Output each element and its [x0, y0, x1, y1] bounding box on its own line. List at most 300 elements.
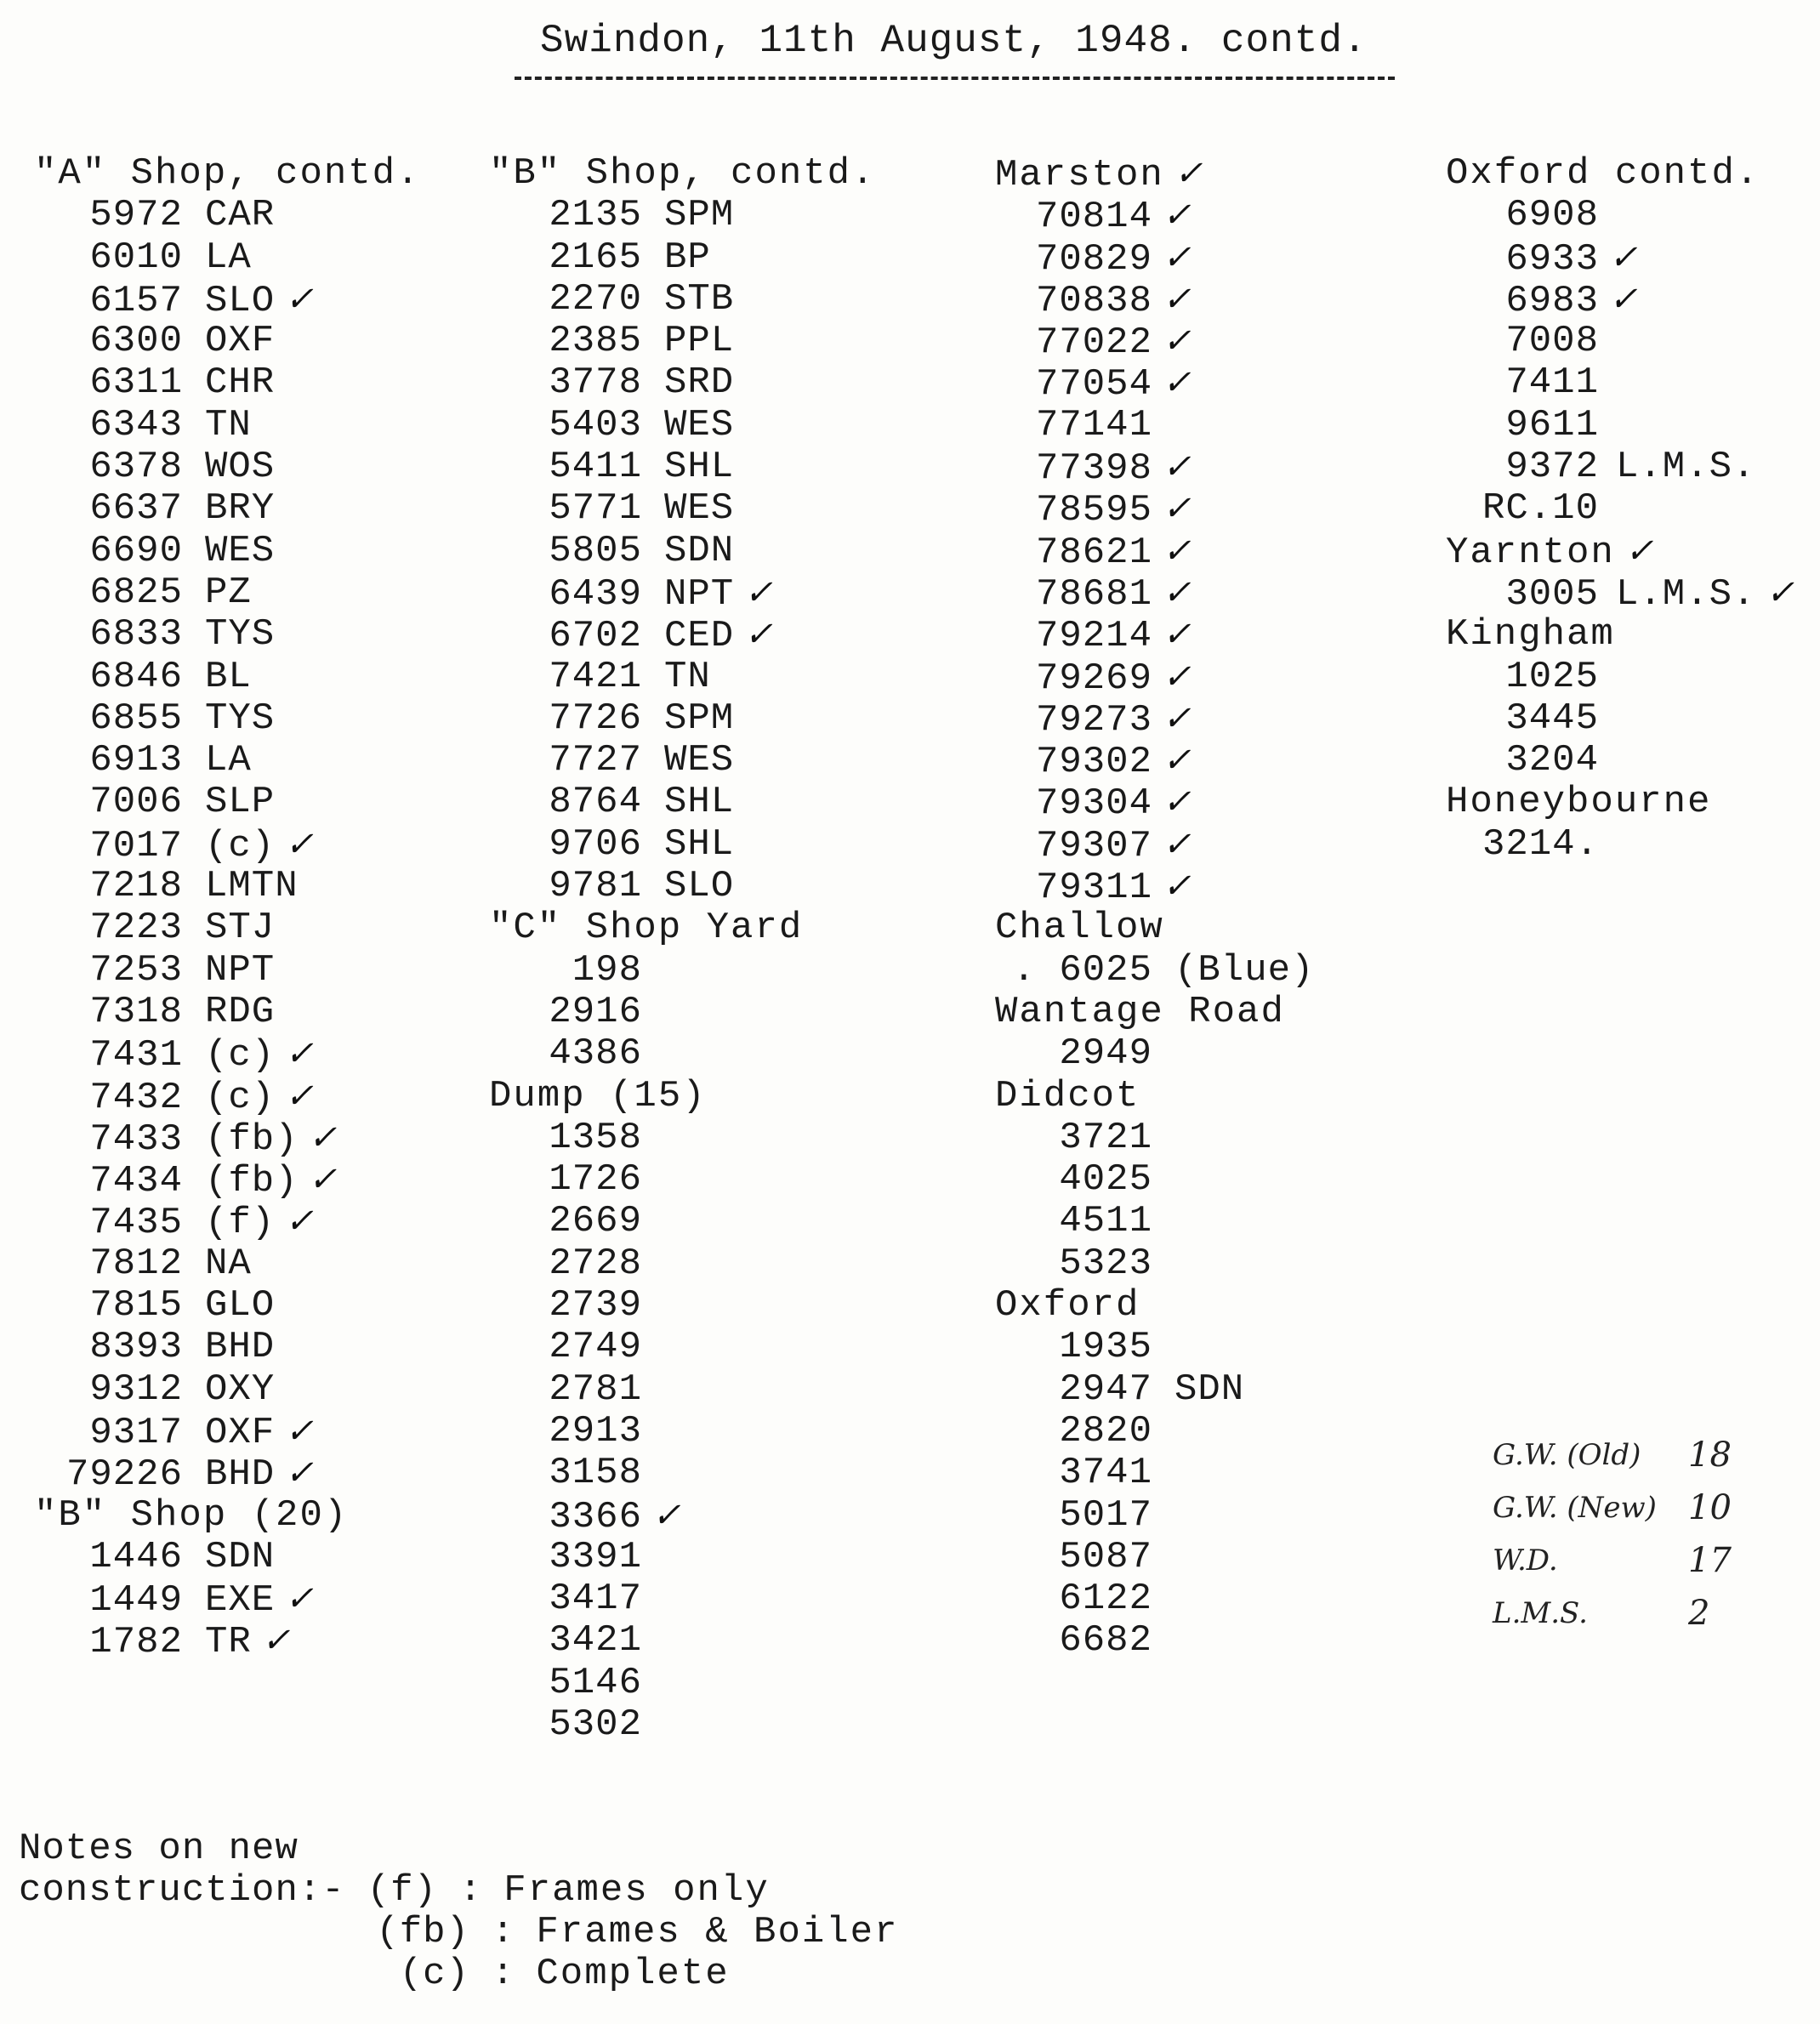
- section-heading: Honeybourne: [1446, 781, 1712, 824]
- locomotive-entry: [1446, 195, 1794, 236]
- engine-number: 3214.: [1482, 822, 1599, 866]
- shed-code: LMTN: [205, 865, 299, 908]
- tally-row: [1493, 1534, 1732, 1587]
- shed-code: BL: [205, 655, 252, 698]
- check-mark: ✓: [285, 1579, 314, 1619]
- engine-number: 6833: [89, 613, 183, 657]
- locomotive-entry: [489, 782, 875, 823]
- locomotive-entry: [995, 698, 1314, 740]
- shed-code: OXF: [205, 1411, 276, 1454]
- check-mark: ✓: [1624, 531, 1654, 571]
- locomotive-entry: [489, 950, 875, 992]
- locomotive-entry: [34, 950, 420, 992]
- locomotive-entry: [995, 1243, 1314, 1285]
- shed-code: SLP: [205, 781, 276, 824]
- shed-code: SRD: [664, 361, 735, 405]
- engine-number: 7006: [89, 781, 183, 824]
- section-heading: Kingham: [1446, 613, 1615, 657]
- shed-code: NPT: [205, 948, 276, 992]
- check-mark: ✓: [1163, 657, 1192, 696]
- section-heading-line: [489, 1076, 875, 1117]
- check-mark: ✓: [1163, 363, 1192, 403]
- engine-number: 7815: [89, 1284, 183, 1328]
- check-mark: ✓: [1609, 237, 1638, 277]
- engine-number: 8393: [89, 1326, 183, 1369]
- shed-code: SPM: [664, 194, 735, 237]
- engine-number: 6913: [89, 739, 183, 782]
- title-underline: [515, 77, 1395, 80]
- engine-number: 7253: [89, 948, 183, 992]
- shed-code: WOS: [205, 446, 276, 489]
- locomotive-entry: [995, 866, 1314, 910]
- locomotive-entry: [489, 1704, 875, 1746]
- engine-number: 7433: [89, 1117, 183, 1161]
- tally-row: [1493, 1481, 1732, 1534]
- locomotive-entry: [489, 1369, 875, 1411]
- shed-code: (Blue): [1174, 948, 1315, 992]
- engine-number: 6378: [89, 446, 183, 489]
- check-mark: ✓: [1163, 237, 1192, 277]
- engine-number: . 6025: [1012, 948, 1152, 992]
- note-value: Frames only: [503, 1869, 770, 1912]
- check-mark: ✓: [1163, 489, 1192, 529]
- locomotive-entry: [489, 740, 875, 782]
- check-mark: ✓: [1163, 279, 1192, 319]
- locomotive-entry: [34, 1369, 420, 1411]
- locomotive-entry: [489, 1159, 875, 1201]
- check-mark: ✓: [744, 572, 773, 612]
- locomotive-entry: [489, 279, 875, 321]
- locomotive-entry: [489, 657, 875, 698]
- check-mark: ✓: [1163, 867, 1192, 907]
- engine-number: 2749: [549, 1326, 642, 1369]
- locomotive-entry: [34, 1117, 420, 1159]
- section-heading-line: [1446, 153, 1794, 195]
- engine-number: 7017: [89, 824, 183, 867]
- locomotive-entry: [489, 1537, 875, 1578]
- shed-code: SHL: [664, 446, 735, 489]
- shed-code: (c): [205, 824, 276, 867]
- locomotive-entry: [1446, 488, 1794, 530]
- engine-number: 3741: [1059, 1452, 1152, 1495]
- shed-code: BHD: [205, 1453, 276, 1497]
- engine-number: 2728: [549, 1242, 642, 1285]
- locomotive-entry: [995, 1537, 1314, 1578]
- engine-number: 2385: [549, 320, 642, 363]
- check-mark: ✓: [285, 1202, 314, 1242]
- locomotive-entry: [995, 362, 1314, 407]
- locomotive-entry: [34, 1411, 420, 1453]
- shed-code: SHL: [664, 822, 735, 866]
- section-heading: Challow: [995, 907, 1164, 950]
- locomotive-entry: [34, 488, 420, 530]
- shed-code: L.M.S.: [1616, 572, 1756, 616]
- locomotive-entry: [1446, 321, 1794, 362]
- engine-number: 7008: [1505, 320, 1599, 363]
- locomotive-entry: [34, 572, 420, 614]
- tally-count: 17: [1688, 1541, 1732, 1580]
- check-mark: ✓: [285, 1034, 314, 1074]
- locomotive-entry: [489, 1411, 875, 1453]
- shed-code: SLO: [664, 865, 735, 908]
- engine-number: 2165: [549, 236, 642, 279]
- column-marston-oxford: [995, 153, 1314, 1663]
- shed-code: EXE: [205, 1579, 276, 1623]
- note-row: [19, 1912, 898, 1953]
- shed-code: LA: [205, 739, 252, 782]
- tally-count: 2: [1688, 1594, 1710, 1633]
- engine-number: 79302: [1035, 741, 1152, 784]
- tally-count: 18: [1688, 1436, 1732, 1475]
- section-heading: Yarnton: [1446, 531, 1615, 574]
- locomotive-entry: [489, 488, 875, 530]
- section-heading: Oxford: [995, 1284, 1140, 1328]
- shed-code: WES: [664, 403, 735, 446]
- section-heading-line: [995, 992, 1314, 1033]
- engine-number: 2820: [1059, 1409, 1152, 1453]
- shed-code: NA: [205, 1242, 252, 1285]
- engine-number: 6933: [1505, 237, 1599, 281]
- engine-number: 6439: [549, 572, 642, 616]
- locomotive-entry: [995, 950, 1314, 992]
- engine-number: 3721: [1059, 1116, 1152, 1159]
- tally-count: 10: [1688, 1488, 1732, 1527]
- engine-number: 78681: [1035, 572, 1152, 616]
- engine-number: 9317: [89, 1411, 183, 1454]
- locomotive-entry: [489, 1495, 875, 1537]
- engine-number: 1726: [549, 1158, 642, 1202]
- engine-number: 5087: [1059, 1535, 1152, 1578]
- locomotive-entry: [34, 1076, 420, 1117]
- check-mark: ✓: [1163, 447, 1192, 487]
- shed-code: STB: [664, 277, 735, 321]
- engine-number: 70838: [1035, 279, 1152, 322]
- shed-code: (c): [205, 1034, 276, 1077]
- locomotive-entry: [995, 195, 1314, 239]
- locomotive-entry: [34, 1159, 420, 1201]
- locomotive-entry: [34, 614, 420, 656]
- tally-label: L.M.S.: [1493, 1596, 1588, 1630]
- locomotive-entry: [995, 657, 1314, 698]
- engine-number: 3366: [549, 1495, 642, 1538]
- check-mark: ✓: [285, 824, 314, 864]
- locomotive-entry: [489, 572, 875, 614]
- engine-number: 3005: [1505, 572, 1599, 616]
- shed-code: LA: [205, 236, 252, 279]
- locomotive-entry: [1446, 405, 1794, 446]
- check-mark: ✓: [1174, 154, 1203, 193]
- locomotive-entry: [1446, 237, 1794, 279]
- engine-number: 9706: [549, 822, 642, 866]
- locomotive-entry: [34, 1620, 420, 1662]
- check-mark: ✓: [744, 615, 773, 655]
- engine-number: 3158: [549, 1452, 642, 1495]
- locomotive-entry: [1446, 698, 1794, 740]
- locomotive-entry: [995, 446, 1314, 491]
- check-mark: ✓: [285, 1411, 314, 1451]
- locomotive-entry: [34, 1578, 420, 1623]
- engine-number: 2949: [1059, 1032, 1152, 1076]
- locomotive-entry: [34, 1201, 420, 1245]
- locomotive-entry: [995, 237, 1314, 279]
- engine-number: 5411: [549, 446, 642, 489]
- note-value: Complete: [536, 1953, 730, 1995]
- locomotive-entry: [995, 321, 1314, 365]
- engine-number: 1935: [1059, 1326, 1152, 1369]
- engine-number: 79269: [1035, 657, 1152, 700]
- engine-number: 77022: [1035, 321, 1152, 365]
- locomotive-entry: [489, 1620, 875, 1662]
- note-row: [19, 1870, 898, 1912]
- engine-number: 6690: [89, 529, 183, 572]
- locomotive-entry: [34, 195, 420, 236]
- engine-number: 6010: [89, 236, 183, 279]
- section-heading-line: [1446, 531, 1794, 572]
- locomotive-entry: [995, 1453, 1314, 1494]
- engine-number: 1446: [89, 1535, 183, 1578]
- section-heading: Dump (15): [489, 1074, 707, 1117]
- locomotive-entry: [489, 1243, 875, 1285]
- note-separator: :: [492, 1953, 515, 1995]
- engine-number: 79307: [1035, 824, 1152, 867]
- engine-number: 7421: [549, 655, 642, 698]
- engine-number: 9372: [1505, 446, 1599, 489]
- shed-code: TYS: [205, 613, 276, 657]
- page-title: Swindon, 11th August, 1948. contd.: [540, 19, 1368, 63]
- check-mark: ✓: [1163, 782, 1192, 822]
- locomotive-entry: [489, 321, 875, 362]
- locomotive-entry: [489, 1578, 875, 1620]
- locomotive-entry: [34, 362, 420, 404]
- locomotive-entry: [995, 824, 1314, 866]
- shed-code: SDN: [205, 1535, 276, 1578]
- locomotive-entry: [34, 1033, 420, 1075]
- locomotive-entry: [34, 279, 420, 321]
- locomotive-entry: [489, 237, 875, 279]
- locomotive-entry: [34, 446, 420, 488]
- shed-code: SLO: [205, 279, 276, 322]
- locomotive-entry: [489, 698, 875, 740]
- engine-number: 79311: [1035, 867, 1152, 910]
- locomotive-entry: [34, 698, 420, 740]
- check-mark: ✓: [1163, 531, 1192, 571]
- check-mark: ✓: [285, 1453, 314, 1493]
- engine-number: 2669: [549, 1200, 642, 1243]
- locomotive-entry: [34, 824, 420, 866]
- shed-code: (c): [205, 1076, 276, 1119]
- section-heading-line: [34, 1495, 420, 1537]
- locomotive-entry: [995, 531, 1314, 572]
- shed-code: SDN: [1174, 1367, 1245, 1411]
- engine-number: 5146: [549, 1661, 642, 1704]
- engine-number: 5302: [549, 1703, 642, 1746]
- shed-code: SPM: [664, 696, 735, 740]
- engine-number: 9312: [89, 1367, 183, 1411]
- shed-code: TYS: [205, 696, 276, 740]
- shed-code: TN: [205, 403, 252, 446]
- section-heading: Marston: [995, 154, 1164, 196]
- locomotive-entry: [1446, 824, 1794, 866]
- locomotive-entry: [995, 782, 1314, 826]
- engine-number: 6343: [89, 403, 183, 446]
- locomotive-entry: [34, 740, 420, 782]
- note-key: (c): [399, 1953, 469, 1995]
- engine-number: 2135: [549, 194, 642, 237]
- shed-code: CED: [664, 615, 735, 658]
- engine-number: 7411: [1505, 361, 1599, 405]
- locomotive-entry: [489, 824, 875, 866]
- check-mark: ✓: [1163, 741, 1192, 781]
- locomotive-entry: [489, 614, 875, 656]
- section-heading-line: [489, 907, 875, 949]
- shed-code: SHL: [664, 781, 735, 824]
- section-heading: "A" Shop, contd.: [34, 152, 421, 195]
- engine-number: 7727: [549, 739, 642, 782]
- column-b-shop: [489, 153, 875, 1746]
- locomotive-entry: [34, 1453, 420, 1497]
- locomotive-entry: [995, 488, 1314, 530]
- check-mark: ✓: [308, 1160, 338, 1200]
- shed-code: PPL: [664, 320, 735, 363]
- locomotive-entry: [1446, 740, 1794, 782]
- engine-number: 7431: [89, 1034, 183, 1077]
- shed-code: NPT: [664, 572, 735, 616]
- section-heading: "B" Shop, contd.: [489, 152, 876, 195]
- locomotive-entry: [489, 866, 875, 907]
- engine-number: 2947: [1059, 1367, 1152, 1411]
- engine-number: 2270: [549, 277, 642, 321]
- engine-number: 5771: [549, 487, 642, 531]
- notes-heading: Notes on new: [19, 1828, 299, 1870]
- engine-number: 3445: [1505, 696, 1599, 740]
- section-heading-line: [34, 153, 420, 195]
- engine-number: 7434: [89, 1160, 183, 1203]
- engine-number: 4025: [1059, 1158, 1152, 1202]
- locomotive-entry: [995, 1201, 1314, 1242]
- shed-code: CAR: [205, 194, 276, 237]
- section-heading-line: [489, 153, 875, 195]
- locomotive-entry: [34, 531, 420, 572]
- locomotive-entry: [995, 1033, 1314, 1075]
- spacer: [345, 1870, 367, 1912]
- engine-number: 7218: [89, 865, 183, 908]
- engine-number: 6637: [89, 487, 183, 531]
- locomotive-entry: [1446, 657, 1794, 698]
- check-mark: ✓: [261, 1621, 291, 1661]
- section-heading-line: [1446, 782, 1794, 823]
- shed-code: RDG: [205, 990, 276, 1033]
- notes-heading-cont: construction:-: [19, 1869, 345, 1912]
- engine-number: 6855: [89, 696, 183, 740]
- engine-number: 4386: [549, 1032, 642, 1076]
- engine-number: 1782: [89, 1621, 183, 1664]
- engine-number: 2739: [549, 1284, 642, 1328]
- engine-number: 7726: [549, 696, 642, 740]
- shed-code: (fb): [205, 1117, 299, 1161]
- locomotive-entry: [489, 531, 875, 572]
- column-oxford-contd: [1446, 153, 1794, 866]
- locomotive-entry: [489, 1327, 875, 1368]
- engine-number: 1358: [549, 1116, 642, 1159]
- section-heading: "C" Shop Yard: [489, 907, 804, 950]
- engine-number: 1449: [89, 1579, 183, 1623]
- engine-number: 78621: [1035, 531, 1152, 574]
- section-heading-line: [995, 153, 1314, 195]
- locomotive-entry: [489, 1285, 875, 1327]
- locomotive-entry: [34, 1285, 420, 1327]
- section-heading-line: [995, 1285, 1314, 1327]
- check-mark: ✓: [1163, 698, 1192, 738]
- check-mark: ✓: [308, 1117, 338, 1157]
- section-heading: Wantage Road: [995, 990, 1285, 1033]
- engine-number: 77398: [1035, 447, 1152, 491]
- engine-number: 6983: [1505, 279, 1599, 322]
- locomotive-entry: [995, 614, 1314, 656]
- engine-number: 1025: [1505, 655, 1599, 698]
- engine-number: 9781: [549, 865, 642, 908]
- engine-number: 70829: [1035, 237, 1152, 281]
- locomotive-entry: [995, 1327, 1314, 1368]
- shed-code: (fb): [205, 1160, 299, 1203]
- locomotive-entry: [34, 907, 420, 949]
- note-key: (f): [367, 1869, 437, 1912]
- handwritten-tally: [1493, 1429, 1732, 1640]
- engine-number: 3204: [1505, 739, 1599, 782]
- shed-code: TN: [664, 655, 711, 698]
- locomotive-entry: [995, 1117, 1314, 1159]
- section-heading-line: [1446, 614, 1794, 656]
- tally-label: W.D.: [1493, 1544, 1558, 1578]
- engine-number: 5805: [549, 529, 642, 572]
- locomotive-entry: [489, 195, 875, 236]
- locomotive-entry: [489, 1663, 875, 1704]
- engine-number: 7432: [89, 1076, 183, 1119]
- locomotive-entry: [1446, 446, 1794, 488]
- note-row: [19, 1953, 898, 1995]
- engine-number: 2913: [549, 1409, 642, 1453]
- check-mark: ✓: [1163, 572, 1192, 612]
- locomotive-entry: [489, 446, 875, 488]
- engine-number: 6311: [89, 361, 183, 405]
- column-a-shop: [34, 153, 420, 1663]
- locomotive-entry: [34, 321, 420, 362]
- engine-number: 7223: [89, 907, 183, 950]
- check-mark: ✓: [1766, 572, 1794, 612]
- engine-number: 79304: [1035, 782, 1152, 826]
- locomotive-entry: [34, 782, 420, 823]
- check-mark: ✓: [1163, 321, 1192, 361]
- engine-number: 3391: [549, 1535, 642, 1578]
- engine-number: 8764: [549, 781, 642, 824]
- locomotive-entry: [34, 866, 420, 907]
- note-key: (fb): [376, 1911, 469, 1953]
- shed-code: SDN: [664, 529, 735, 572]
- engine-number: 6157: [89, 279, 183, 322]
- locomotive-entry: [1446, 279, 1794, 321]
- locomotive-entry: [34, 1537, 420, 1578]
- engine-number: 9611: [1505, 403, 1599, 446]
- engine-number: 7435: [89, 1202, 183, 1245]
- locomotive-entry: [995, 1578, 1314, 1620]
- shed-code: STJ: [205, 907, 276, 950]
- locomotive-entry: [995, 740, 1314, 782]
- note-value: Frames & Boiler: [536, 1911, 899, 1953]
- shed-code: BHD: [205, 1326, 276, 1369]
- engine-number: 7812: [89, 1242, 183, 1285]
- shed-code: WES: [664, 739, 735, 782]
- section-heading: Didcot: [995, 1074, 1140, 1117]
- locomotive-entry: [1446, 572, 1794, 614]
